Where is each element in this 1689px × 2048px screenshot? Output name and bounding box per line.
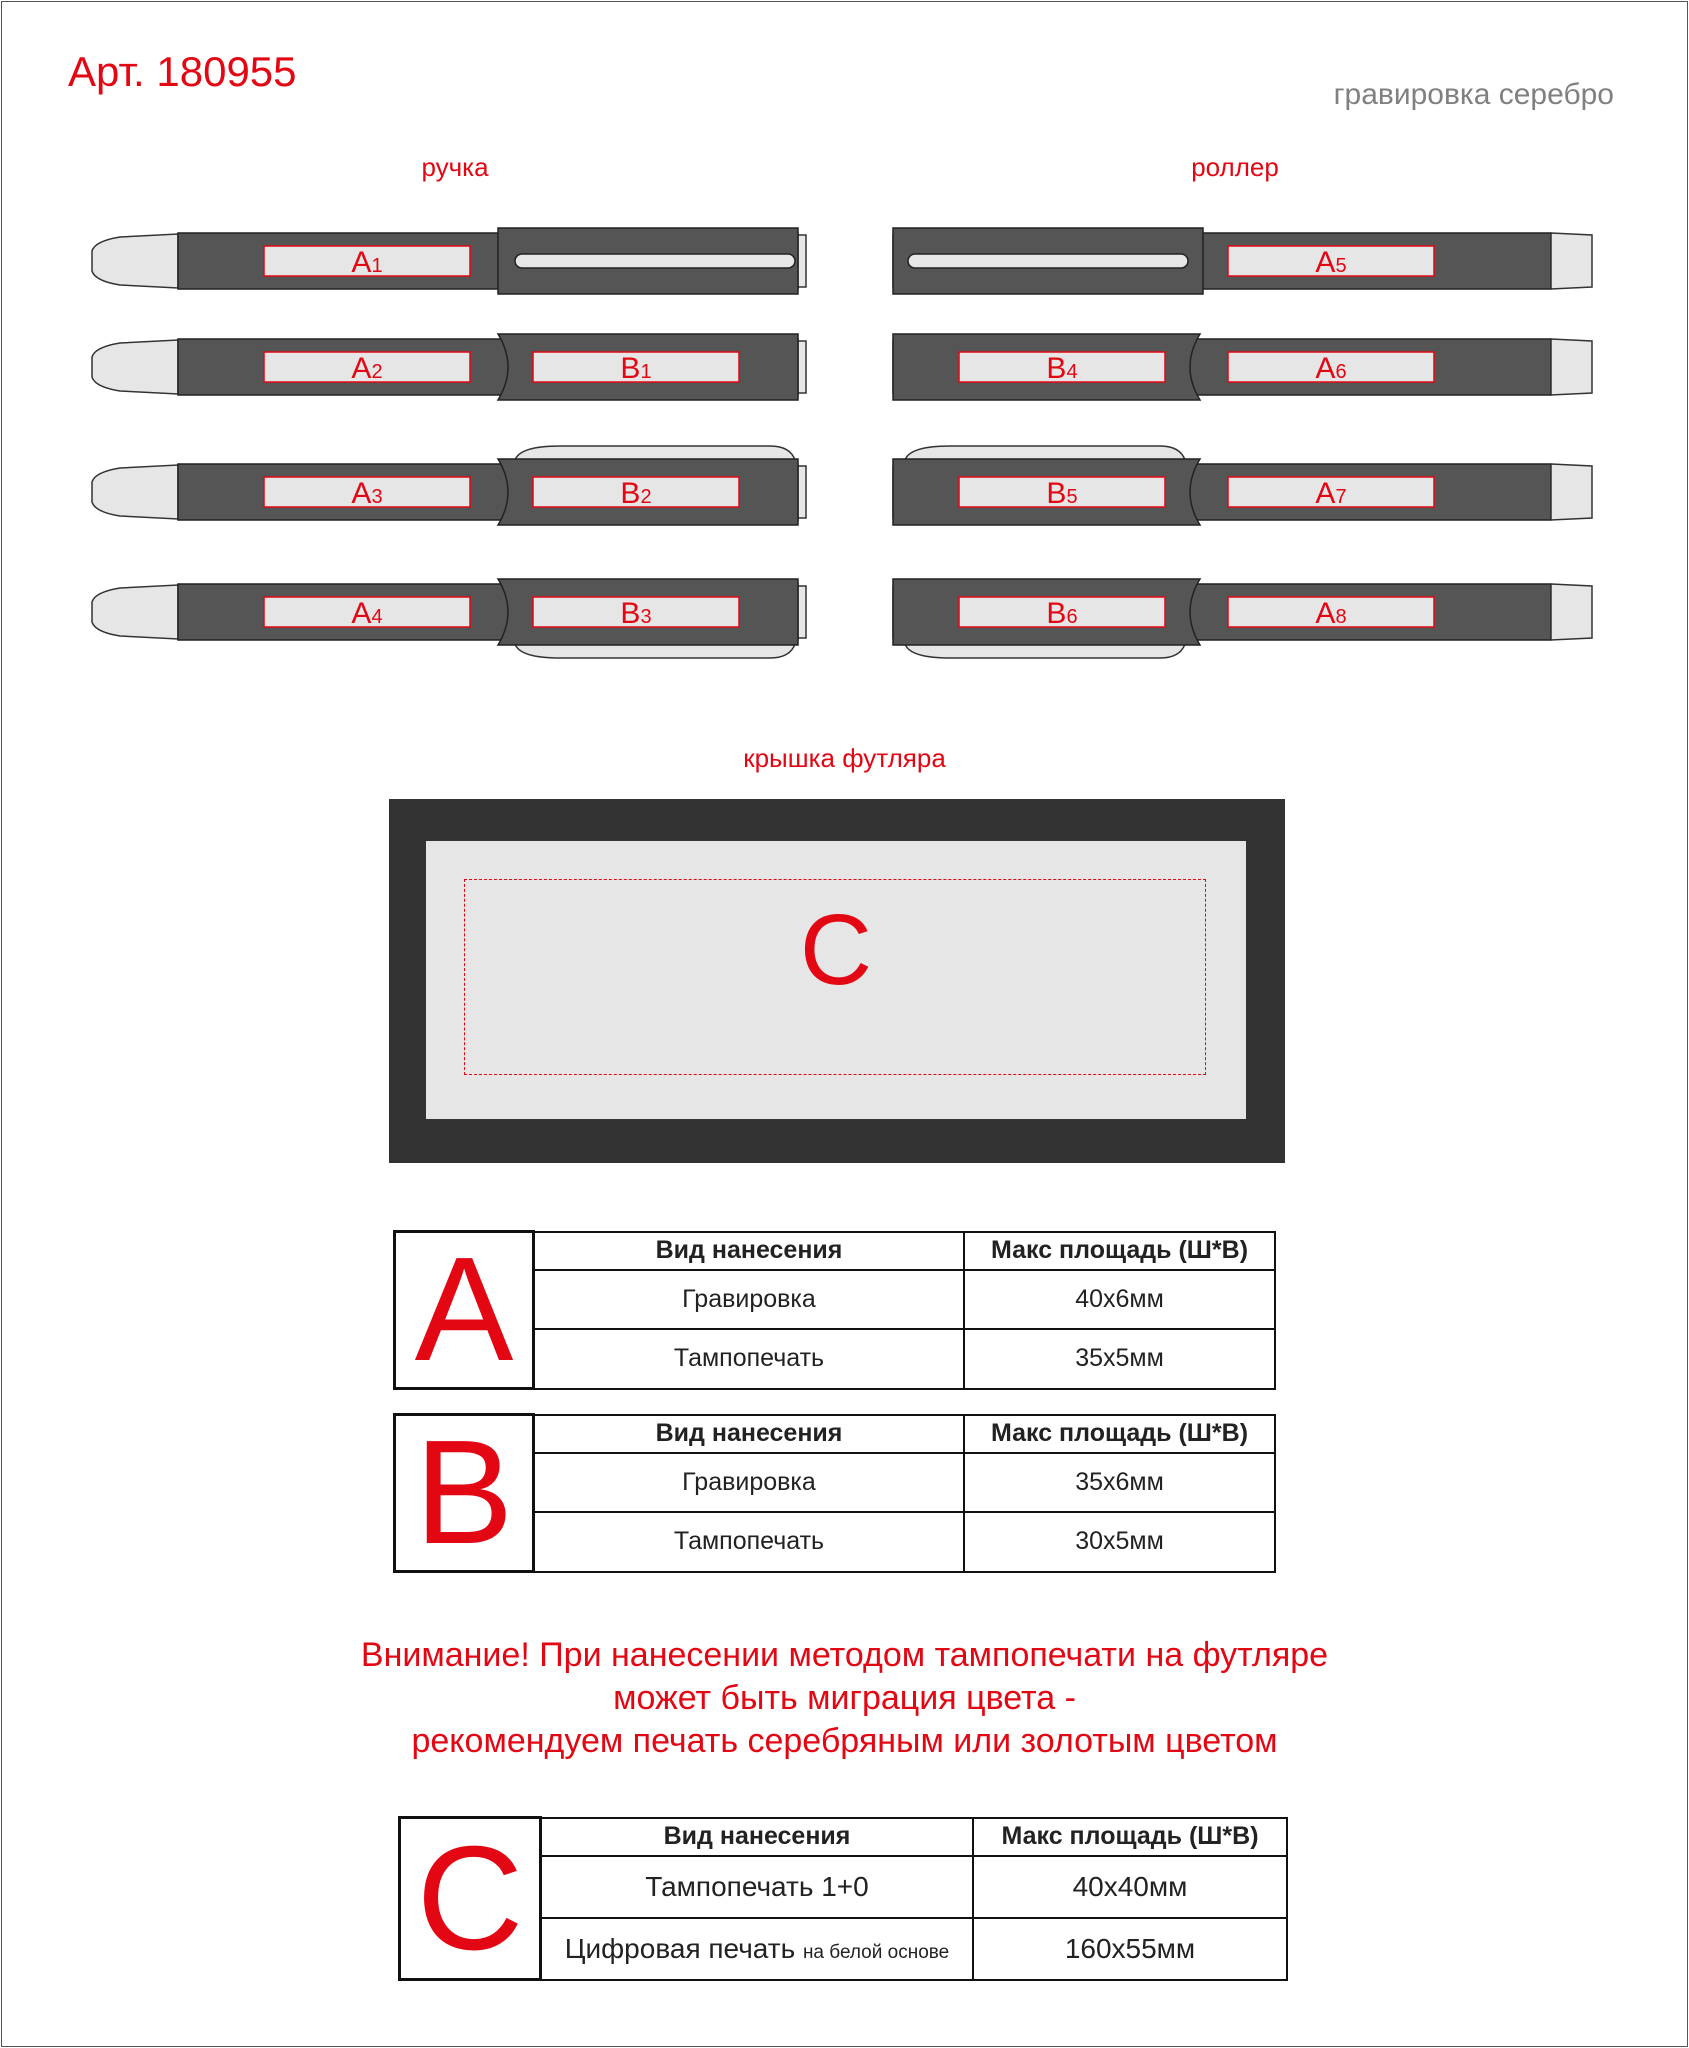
table-c-row1-method-text: Тампопечать 1+0 (645, 1870, 869, 1902)
pen-row-2-tip (92, 340, 178, 394)
table-c (398, 1816, 1288, 1981)
table-b-row1-area: 35x6мм (964, 1453, 1275, 1513)
table-a-header-method: Вид нанесения (534, 1232, 965, 1270)
lid-label: крышка футляра (743, 743, 946, 773)
pen-row-2-zone-1-label: A2 (351, 352, 383, 385)
table-a-header-area: Макс площадь (Ш*В) (964, 1232, 1275, 1270)
roller-row-3-tip (1551, 464, 1592, 520)
table-a-row2-area: 35x5мм (964, 1329, 1275, 1389)
table-b (393, 1410, 1276, 1575)
table-c-header-area: Макс площадь (Ш*В) (973, 1818, 1287, 1856)
roller-row-2-tip (1551, 339, 1592, 395)
table-c-letter: C (400, 1818, 541, 1980)
roller-row-2-zone-1-label: B4 (1046, 352, 1078, 385)
pen-row-4-tip (92, 585, 178, 639)
table-a-letter: A (395, 1232, 534, 1389)
table-a (393, 1227, 1276, 1392)
roller-row-3-zone-1-label: B5 (1046, 477, 1078, 510)
roller-row-3-clip (905, 446, 1185, 460)
table-c-row2-method-note: на белой основе (802, 1941, 950, 1963)
case-lid (389, 799, 1285, 1163)
roller-row-1-zone-1-label: A5 (1315, 246, 1347, 279)
pen-row-4-zone-2-label: B3 (620, 597, 652, 630)
pen-row-1-window (515, 254, 795, 268)
warning-line-3: рекомендуем печать серебряным или золотым цветом (411, 1722, 1278, 1760)
warning-line-1: Внимание! При нанесении методом тампопечати на футляре (360, 1636, 1329, 1674)
table-a-row1-method: Гравировка (534, 1270, 965, 1330)
pen-diagrams (0, 0, 1689, 700)
warning-line-2: может быть миграция цвета - (613, 1679, 1076, 1717)
table-b-row2-method: Тампопечать (534, 1512, 965, 1572)
engraving-note: гравировка серебро (1333, 78, 1614, 111)
pen-row-1-tip (92, 234, 178, 288)
table-b-letter: B (395, 1415, 534, 1572)
table-c-row1-method (541, 1856, 974, 1918)
table-a-row1-area: 40x6мм (964, 1270, 1275, 1330)
pen-row-2-zone-2-label: B1 (620, 352, 652, 385)
table-b-header-method: Вид нанесения (534, 1415, 965, 1453)
roller-row-4-tip (1551, 584, 1592, 640)
pen-row-2-end (798, 341, 806, 393)
roller-row-1-tip (1551, 233, 1592, 289)
table-b-row2-area: 30x5мм (964, 1512, 1275, 1572)
pen-row-3-clip (515, 446, 795, 460)
article-number: Арт. 180955 (68, 48, 297, 95)
lid-zone-label: C (799, 894, 873, 1006)
roller-row-4-zone-2-label: A8 (1315, 597, 1347, 630)
roller-row-1-window (908, 254, 1188, 268)
pen-row-3-tip (92, 465, 178, 519)
table-c-row2-method (541, 1918, 974, 1980)
table-a-row2-method: Тампопечать (534, 1329, 965, 1389)
pen-row-3-end (798, 466, 806, 518)
warning-text (0, 1634, 1689, 1763)
roller-row-4-clip (905, 644, 1185, 658)
table-c-row2-method-text: Цифровая печать (564, 1932, 796, 1964)
pen-row-4-end (798, 586, 806, 638)
pen-row-1-end (798, 235, 806, 287)
table-c-row1-area: 40x40мм (973, 1856, 1287, 1918)
roller-row-3-zone-2-label: A7 (1315, 477, 1347, 510)
roller-label: роллер (1191, 152, 1279, 182)
pen-row-4-clip (515, 644, 795, 658)
table-b-header-area: Макс площадь (Ш*В) (964, 1415, 1275, 1453)
roller-row-4-zone-1-label: B6 (1046, 597, 1078, 630)
table-c-header-method: Вид нанесения (541, 1818, 974, 1856)
pen-label: ручка (421, 152, 489, 182)
table-c-row2-area: 160x55мм (973, 1918, 1287, 1980)
pen-row-1-zone-1-label: A1 (351, 246, 383, 279)
pen-row-3-zone-2-label: B2 (620, 477, 652, 510)
lid-print-area (426, 841, 1246, 1119)
pen-row-4-zone-1-label: A4 (351, 597, 383, 630)
pen-row-3-zone-1-label: A3 (351, 477, 383, 510)
table-b-row1-method: Гравировка (534, 1453, 965, 1513)
roller-row-2-zone-2-label: A6 (1315, 352, 1347, 385)
